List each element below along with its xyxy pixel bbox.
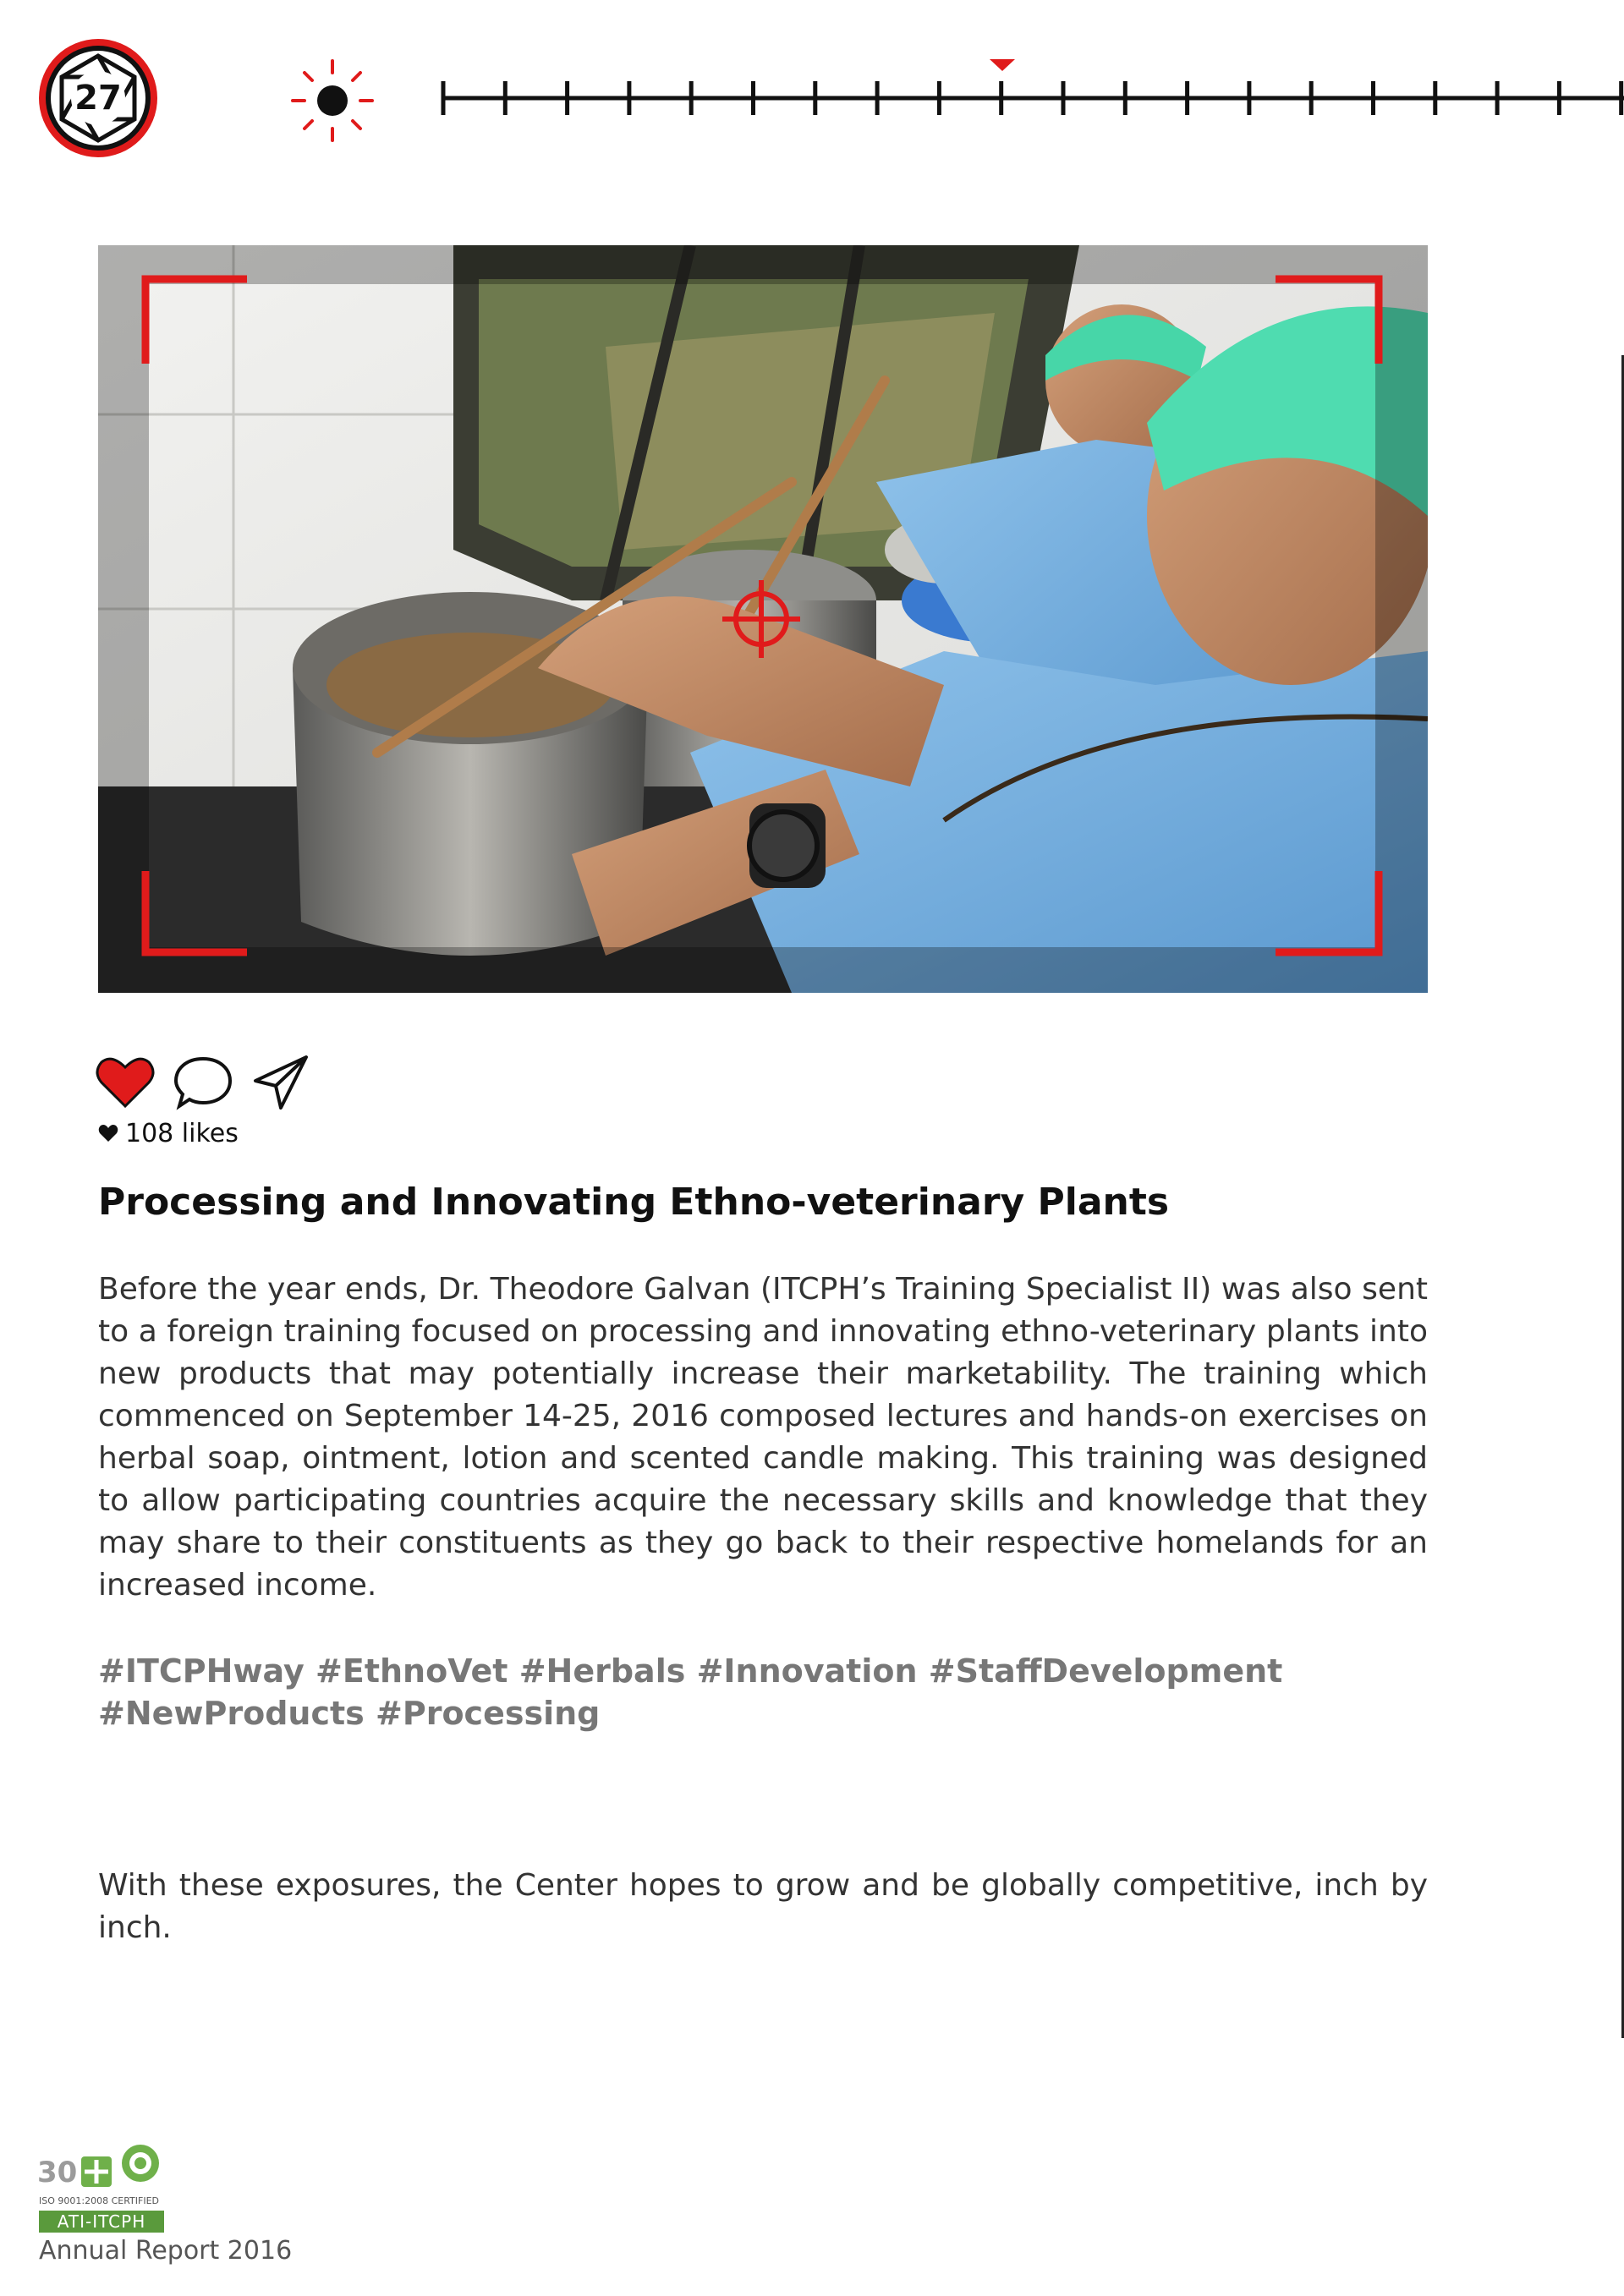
sun-icon	[288, 56, 377, 145]
small-heart-icon	[98, 1124, 118, 1143]
org-name-badge: ATI-ITCPH	[39, 2211, 164, 2233]
scale-marker	[990, 59, 1015, 71]
svg-text:30: 30	[37, 2156, 78, 2189]
comment-icon[interactable]	[173, 1052, 233, 1113]
org-logo	[36, 2141, 171, 2195]
post-title: Processing and Innovating Ethno-veterinary Plants	[98, 1181, 1170, 1224]
share-icon[interactable]	[250, 1052, 311, 1113]
post-action-bar	[95, 1052, 332, 1113]
page-number: 27	[74, 79, 122, 118]
post-caption: Before the year ends, Dr. Theodore Galvan (ITCPH’s Training Specialist II) was also sent to a foreign training focused on processing and innovating ethno-veterinary plants into new products that may potentially increase their marketability. The training which commenced on September 14-25, 2016 composed lectures and hands-on exercises on herbal soap, ointment, lotion and scented candle making. This training was designed to allow participating countries acquire the necessary skills and knowledge that they may share to their constituents as they go back to their respective homelands for an increased income.	[98, 1272, 1428, 1603]
shutter-speed-scale	[438, 51, 1624, 129]
likes-text: 108 likes	[125, 1118, 239, 1148]
post-hashtags: #ITCPHway #EthnoVet #Herbals #Innovation #StaffDevelopment #NewProducts #Processing	[98, 1652, 1283, 1732]
closing-statement: With these exposures, the Center hopes to grow and be globally competitive, inch by inch.	[98, 1868, 1428, 1945]
likes-count	[98, 1115, 239, 1152]
post-photo	[98, 245, 1428, 993]
certification-text: ISO 9001:2008 CERTIFIED	[39, 2195, 160, 2206]
heart-icon[interactable]	[95, 1052, 156, 1113]
report-label: Annual Report 2016	[39, 2236, 293, 2266]
